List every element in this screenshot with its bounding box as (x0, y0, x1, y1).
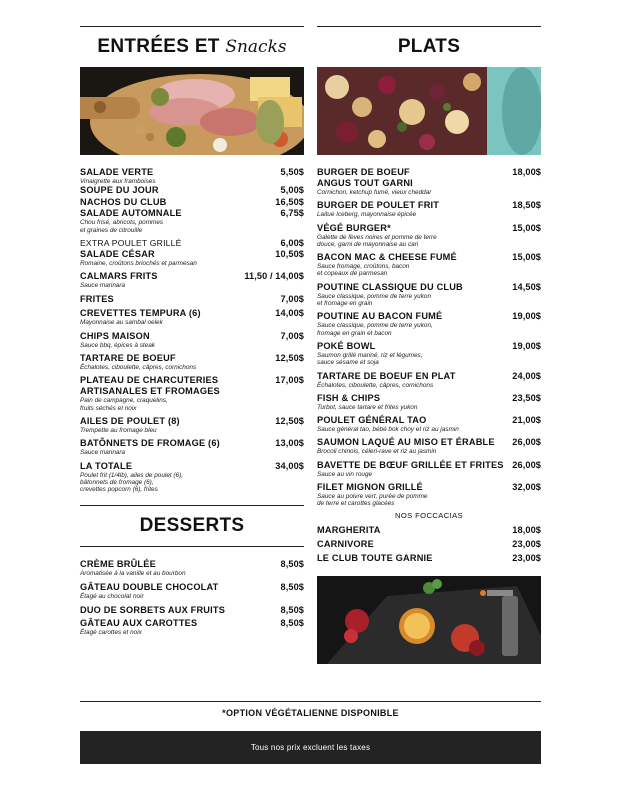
item-name: BATÔNNETS DE FROMAGE (6) (80, 438, 220, 449)
item-name: POKÉ BOWL (317, 340, 376, 351)
item-price: 19,00$ (512, 340, 541, 351)
item-price: 7,00$ (280, 294, 304, 305)
item-price: 7,00$ (280, 330, 304, 341)
menu-item (80, 167, 304, 185)
item-description: Saumon grillé mariné, riz et légumes, sauce sésame et soja (317, 351, 423, 367)
item-name: SAUMON LAQUÉ AU MISO ET ÉRABLE (317, 437, 495, 448)
item-price: 8,50$ (280, 618, 304, 629)
focaccia-item (317, 525, 541, 536)
item-name: BURGER DE POULET FRIT (317, 200, 440, 211)
item-price: 15,00$ (512, 222, 541, 233)
desserts-list (80, 559, 304, 636)
item-name: LA TOTALE (80, 460, 133, 471)
menu-item (80, 308, 304, 326)
item-name: POUTINE CLASSIQUE DU CLUB (317, 281, 463, 292)
item-name: CARNIVORE (317, 538, 374, 549)
item-description: Chou frisé, abricots, pommes et graines de citrouille (80, 219, 164, 234)
entrees-list (80, 167, 304, 493)
item-description: Aromatisée à la vanille et au bourbon (80, 570, 186, 578)
menu-item (80, 582, 304, 600)
item-description: Sauce bbq, épices à steak (80, 341, 155, 349)
item-description: Sauce classique, pomme de terre yukon et fromage en grain (317, 292, 432, 308)
item-description: Vinaigrette aux framboises (80, 178, 156, 185)
menu-item (80, 416, 304, 434)
item-name: POUTINE AU BACON FUMÉ (317, 311, 443, 322)
item-description: Sauce au vin rouge (317, 470, 373, 478)
item-price: 18,50$ (512, 200, 541, 211)
menu-item (317, 460, 541, 478)
item-name: CRÈME BRÛLÉE (80, 559, 156, 570)
menu-item (317, 167, 541, 196)
menu-item (80, 438, 304, 456)
item-name: LE CLUB TOUTE GARNIE (317, 552, 433, 563)
item-description: Brocoli chinois, céleri-rave et riz au jasmin (317, 448, 437, 456)
menu-item (317, 415, 541, 433)
item-name: GÂTEAU AUX CAROTTES (80, 618, 198, 629)
menu-item (80, 331, 304, 349)
item-price: 13,00$ (275, 438, 304, 449)
vegan-option-note: *OPTION VÉGÉTALIENNE DISPONIBLE (222, 708, 399, 718)
item-description: Sauce marinara (80, 282, 126, 290)
menu-item (317, 437, 541, 455)
item-description: Sauce au poivre vert, purée de pomme de terre et carottes glacées (317, 493, 428, 508)
item-price: 23,00$ (512, 538, 541, 549)
item-price: 5,00$ (280, 185, 304, 196)
item-description: Romaine, croûtons briochés et parmesan (80, 259, 197, 267)
item-price: 24,00$ (512, 370, 541, 381)
item-description: Sauce fromage, croûtons, bacon et copeaux de parmesan (317, 263, 410, 278)
item-price: 34,00$ (275, 460, 304, 471)
plats-title: PLATS (397, 36, 461, 57)
item-description: Pain de campagne, craquelins, fruits séchés et noix (80, 397, 168, 412)
menu-item (317, 393, 541, 411)
item-name: SALADE CÉSAR (80, 248, 155, 259)
item-description: Sauce marinara (80, 449, 126, 457)
menu-item (317, 371, 541, 389)
menu-item (80, 618, 304, 636)
item-name: FRITES (80, 294, 114, 305)
item-name: BURGER DE BOEUF ANGUS TOUT GARNI (317, 167, 413, 188)
charcuterie-illustration (80, 67, 304, 155)
item-name: TARTARE DE BOEUF EN PLAT (317, 370, 456, 381)
item-name: CALMARS FRITS (80, 271, 158, 282)
menu-item (80, 197, 304, 208)
item-name: GÂTEAU DOUBLE CHOCOLAT (80, 581, 219, 592)
item-name: PLATEAU DE CHARCUTERIES ARTISANALES ET FROMAGES (80, 375, 220, 397)
right-column (317, 26, 541, 664)
item-price: 21,00$ (512, 415, 541, 426)
item-price: 32,00$ (512, 482, 541, 493)
entrees-title-script: Snacks (225, 37, 287, 57)
item-price: 12,50$ (275, 415, 304, 426)
item-price: 8,50$ (280, 605, 304, 616)
item-description: Laitue Iceberg, mayonnaise épicée (317, 211, 417, 219)
item-name: CREVETTES TEMPURA (6) (80, 308, 201, 319)
item-description: Mayonnaise au sambal oelek (80, 319, 163, 327)
item-price: 14,50$ (512, 281, 541, 292)
item-price: 16,50$ (275, 197, 304, 208)
menu-item (317, 341, 541, 367)
charcuterie-photo (80, 67, 304, 155)
menu-item (317, 223, 541, 249)
plats-list (317, 167, 541, 564)
entrees-title-main: ENTRÉES ET (97, 36, 220, 57)
item-name: AILES DE POULET (8) (80, 415, 180, 426)
item-name: MARGHERITA (317, 524, 381, 535)
item-price: 10,50$ (275, 248, 304, 259)
menu-item (80, 353, 304, 371)
menu-item (80, 559, 304, 577)
item-price: 18,00$ (512, 524, 541, 535)
focaccia-item (317, 539, 541, 550)
item-price: 6,75$ (280, 208, 304, 219)
item-price: 26,00$ (512, 459, 541, 470)
item-price: 6,00$ (280, 237, 304, 248)
item-description: Sauce général tao, bébé bok choy et riz au jasmin (317, 426, 459, 434)
item-name: FISH & CHIPS (317, 392, 381, 403)
menu-item (80, 605, 304, 616)
item-price: 15,00$ (512, 252, 541, 263)
menu-item (80, 249, 304, 267)
menu-item (80, 461, 304, 494)
menu-item (80, 271, 304, 289)
desserts-title: DESSERTS (139, 515, 245, 537)
menu-item (80, 238, 304, 249)
item-name: SALADE VERTE (80, 167, 154, 177)
item-name: NACHOS DU CLUB (80, 197, 167, 208)
item-price: 23,50$ (512, 392, 541, 403)
menu-item (317, 482, 541, 508)
item-price: 18,00$ (512, 167, 541, 177)
menu-item (317, 252, 541, 278)
left-column (80, 26, 304, 636)
item-name: CHIPS MAISON (80, 330, 150, 341)
item-description: Étagé au chocolat noir (80, 592, 144, 600)
item-price: 23,00$ (512, 552, 541, 563)
item-name: BAVETTE DE BŒUF GRILLÉE ET FRITES (317, 459, 504, 470)
item-description: Turbot, sauce tartare et frites yukon (317, 403, 418, 411)
item-name: BACON MAC & CHEESE FUMÉ (317, 252, 457, 263)
item-description: Poulet frit (1/4lb), ailes de poulet (6), bâtonnets de fromage (6), crevettes popcorn (6), frites (80, 471, 184, 494)
item-description: Galette de fèves noires et pomme de terre douce, garni de mayonnaise au cari (317, 233, 437, 248)
menu-item (80, 375, 304, 412)
menu-item (80, 185, 304, 196)
item-price: 14,00$ (275, 308, 304, 319)
dessert-photo (317, 576, 541, 664)
focaccias-label: NOS FOCCACIAS (394, 510, 464, 520)
item-description: Trempette au fromage bleu (80, 426, 157, 434)
item-price: 8,50$ (280, 581, 304, 592)
item-price: 12,50$ (275, 353, 304, 364)
taxes-banner: Tous nos prix excluent les taxes (80, 731, 541, 764)
item-name: SOUPE DU JOUR (80, 185, 159, 196)
plats-illustration (317, 67, 541, 155)
item-name: TARTARE DE BOEUF (80, 353, 176, 364)
desserts-bottom-rule (80, 546, 304, 547)
item-description: Étagé carottes et noix (80, 629, 142, 637)
menu-item (80, 208, 304, 234)
plats-photo (317, 67, 541, 155)
focaccia-item (317, 553, 541, 564)
menu-item (317, 282, 541, 308)
menu-item (80, 294, 304, 305)
item-price: 11,50 / 14,00$ (244, 271, 304, 282)
item-price: 8,50$ (280, 559, 304, 570)
item-description: Cornichon, ketchup fumé, vieux cheddar (317, 189, 432, 196)
item-name: FILET MIGNON GRILLÉ (317, 482, 423, 493)
item-price: 17,00$ (275, 375, 304, 386)
item-name: SALADE AUTOMNALE (80, 208, 182, 219)
item-name: VÉGÉ BURGER* (317, 222, 391, 233)
item-price: 19,00$ (512, 311, 541, 322)
item-name: EXTRA POULET GRILLÉ (80, 237, 182, 248)
item-price: 26,00$ (512, 437, 541, 448)
dessert-illustration (317, 576, 541, 664)
item-description: Échalotes, ciboulette, câpres, cornichons (317, 381, 434, 389)
menu-item (317, 311, 541, 337)
item-name: DUO DE SORBETS AUX FRUITS (80, 605, 226, 616)
menu-item (317, 200, 541, 218)
item-description: Sauce classique, pomme de terre yukon, fromage en grain et bacon (317, 322, 433, 337)
item-price: 5,50$ (280, 167, 304, 177)
item-description: Échalotes, ciboulette, câpres, cornichons (80, 364, 197, 372)
item-name: POULET GÉNÉRAL TAO (317, 415, 427, 426)
entrees-title (80, 27, 304, 67)
footer-rule (80, 701, 541, 702)
